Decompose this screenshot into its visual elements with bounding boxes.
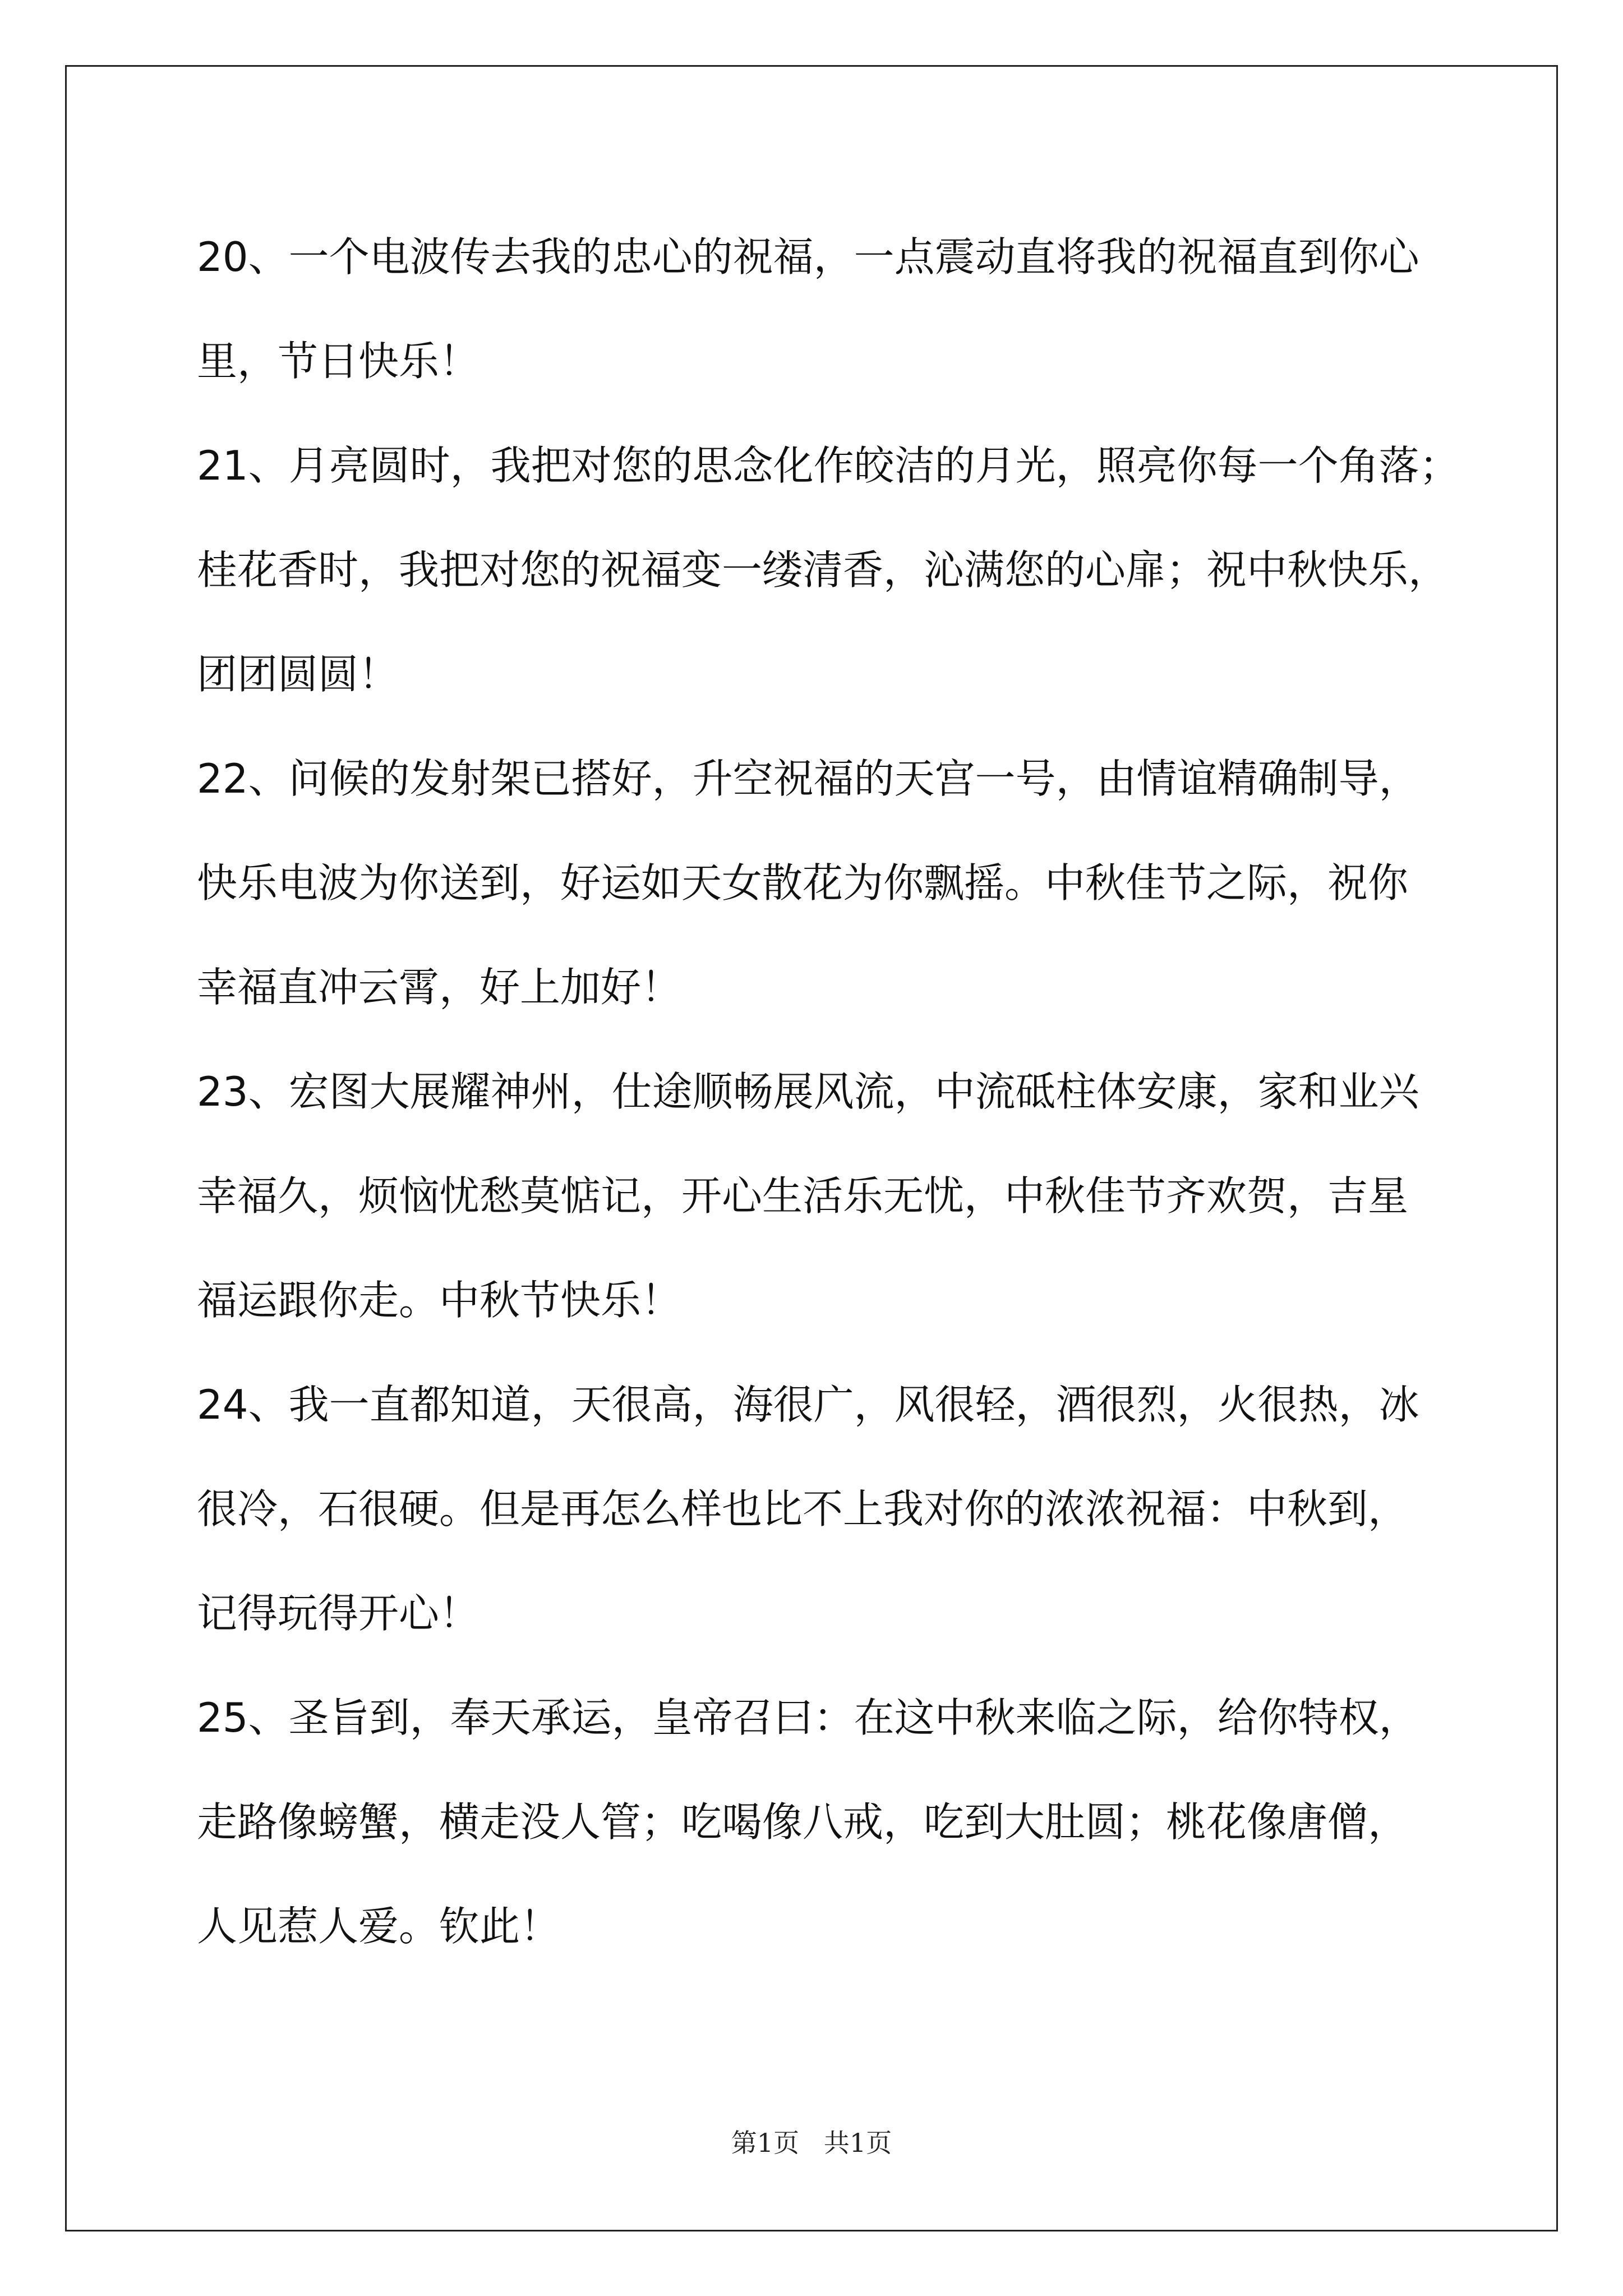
- text-line: 23、宏图大展耀神州，仕途顺畅展风流，中流砥柱体安康，家和业兴: [197, 1068, 1419, 1115]
- text-line: 21、月亮圆时，我把对您的思念化作皎洁的月光，照亮你每一个角落；: [197, 442, 1460, 489]
- text-line: 桂花香时，我把对您的祝福变一缕清香，沁满您的心扉；祝中秋快乐，: [197, 546, 1449, 593]
- text-line: 22、问候的发射架已搭好，升空祝福的天宫一号，由情谊精确制导，: [197, 755, 1419, 802]
- text-line: 25、圣旨到，奉天承运，皇帝召曰：在这中秋来临之际，给你特权，: [197, 1694, 1419, 1741]
- text-line: 里，节日快乐！: [197, 338, 480, 385]
- document-body: [197, 205, 1460, 1978]
- text-line: 幸福久，烦恼忧愁莫惦记，开心生活乐无忧，中秋佳节齐欢贺，吉星: [197, 1172, 1409, 1220]
- text-line: 幸福直冲云霄，好上加好！: [197, 964, 682, 1011]
- text-line: 记得玩得开心！: [197, 1590, 480, 1637]
- text-line: 很冷，石很硬。但是再怎么样也比不上我对你的浓浓祝福：中秋到，: [197, 1485, 1409, 1533]
- text-line: 24、我一直都知道，天很高，海很广，风很轻，酒很烈，火很热，冰: [197, 1381, 1419, 1428]
- text-line: 团团圆圆！: [197, 651, 399, 698]
- text-line: 走路像螃蟹，横走没人管；吃喝像八戒，吃到大肚圆；桃花像唐僧，: [197, 1798, 1409, 1846]
- text-line: 20、一个电波传去我的忠心的祝福，一点震动直将我的祝福直到你心: [197, 233, 1419, 280]
- text-line: 快乐电波为你送到，好运如天女散花为你飘摇。中秋佳节之际，祝你: [197, 859, 1409, 907]
- text-line: 福运跟你走。中秋节快乐！: [197, 1277, 682, 1324]
- text-line: 人见惹人爱。钦此！: [197, 1903, 561, 1950]
- page-footer: 第1页 共1页: [731, 2128, 892, 2158]
